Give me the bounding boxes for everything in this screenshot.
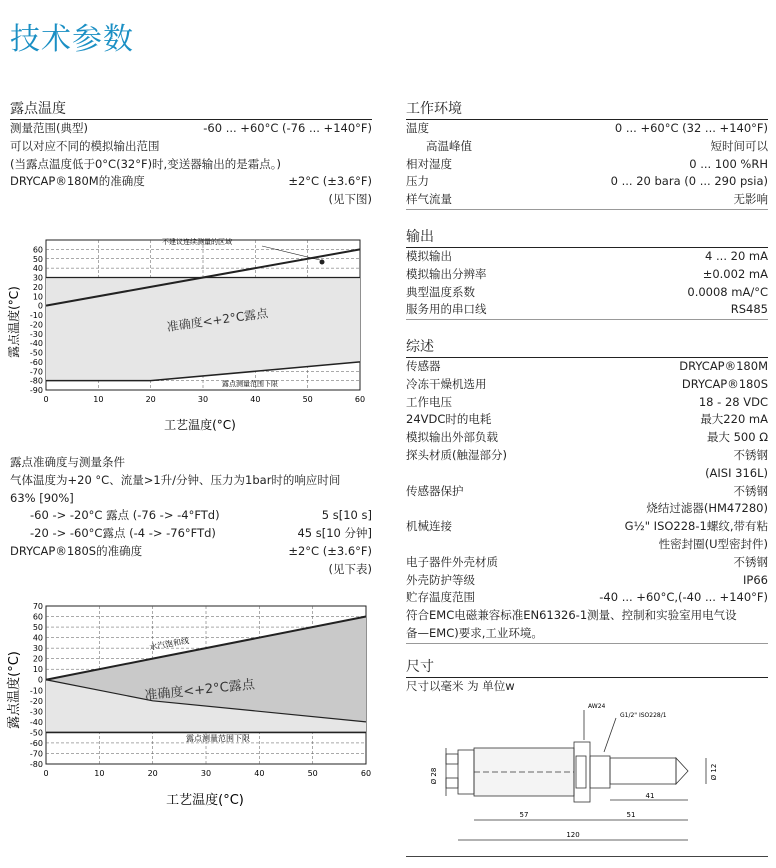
aisi-note: (AISI 316L) xyxy=(705,465,768,480)
housing-row xyxy=(406,554,768,572)
protect-value: 不锈钢 xyxy=(733,483,768,498)
r2-label: -20 -> -60°C露点 (-4 -> -76°FTd) xyxy=(30,526,216,541)
chart1-ann-band: 准确度<+2°C露点 xyxy=(165,306,269,335)
y-tick-label: 0 xyxy=(37,301,43,311)
dewpoint-range-row xyxy=(10,120,372,138)
range-value: -60 ... +60°C (-76 ... +140°F) xyxy=(203,121,372,135)
y-tick-label: -70 xyxy=(29,749,43,759)
mech-value: G½" ISO228-1螺纹,带有粘 xyxy=(624,519,768,534)
chart1-marker xyxy=(320,260,325,265)
x-tick-label: 60 xyxy=(354,395,366,404)
r2-value: 45 s[10 分钟] xyxy=(297,526,372,541)
ip-value: IP66 xyxy=(743,572,768,587)
r1-value: 5 s[10 s] xyxy=(321,508,372,523)
y-tick-label: 60 xyxy=(32,245,43,255)
y-tick-label: -70 xyxy=(29,367,43,377)
general-row xyxy=(406,429,768,447)
general-value: 18 - 28 VDC xyxy=(698,394,768,409)
d120-label: 120 xyxy=(566,831,580,839)
protect-row xyxy=(406,483,768,501)
env-section xyxy=(406,98,768,210)
housing-label: 电子器件外壳材质 xyxy=(406,554,498,569)
dims-subtitle: 尺寸以毫米 为 单位w xyxy=(406,679,515,693)
emc-line2: 备—EMC)要求,工业环境。 xyxy=(406,625,768,644)
env-row xyxy=(406,156,768,174)
y-tick-label: 30 xyxy=(32,273,43,283)
acc180m-value: ±2°C (±3.6°F) xyxy=(288,174,372,189)
env-row xyxy=(406,173,768,191)
general-row xyxy=(406,358,768,376)
general-label: 传感器 xyxy=(406,359,441,373)
d28-label: Ø 28 xyxy=(430,767,438,785)
general-heading: 综述 xyxy=(406,336,768,358)
y-tick-label: -30 xyxy=(29,707,43,717)
x-tick-label: 30 xyxy=(197,395,209,404)
y-tick-label: 20 xyxy=(32,654,43,664)
y-tick-label: -10 xyxy=(29,311,43,320)
output-value: 4 ... 20 mA xyxy=(705,249,768,263)
env-row xyxy=(406,120,768,138)
general-value: 最大220 mA xyxy=(700,412,768,427)
env-heading: 工作环境 xyxy=(406,98,768,120)
acc180s-label: DRYCAP®180S的准确度 xyxy=(10,543,143,558)
y-tick-label: 30 xyxy=(32,644,43,654)
x-tick-label: 0 xyxy=(43,769,49,778)
x-tick-label: 20 xyxy=(147,769,158,778)
range-label: 测量范围(典型) xyxy=(10,121,88,135)
general-value: 不锈钢 xyxy=(733,447,768,462)
aw24-label: AW24 xyxy=(588,703,606,710)
y-tick-label: 60 xyxy=(32,612,43,622)
response-line1: 气体温度为+20 °C、流量>1升/分钟、压力为1bar时的响应时间 xyxy=(10,472,341,487)
chart-180m xyxy=(0,232,376,442)
protect-label: 传感器保护 xyxy=(406,483,464,498)
chart2-ann-band: 准确度<+2°C露点 xyxy=(143,677,256,704)
dims-heading: 尺寸 xyxy=(406,656,768,678)
general-value: 最大 500 Ω xyxy=(706,430,768,445)
general-row xyxy=(406,394,768,412)
chart1-ylabel: 露点温度(°C) xyxy=(7,286,21,358)
storage-value: -40 ... +60°C,(-40 ... +140°F) xyxy=(599,590,768,605)
r1-label: -60 -> -20°C 露点 (-76 -> -4°FTd) xyxy=(30,508,220,523)
x-tick-label: 40 xyxy=(250,395,261,404)
env-value: 0 ... 100 %RH xyxy=(689,156,768,171)
env-value: 0 ... +60°C (32 ... +140°F) xyxy=(614,121,768,135)
response-row2 xyxy=(10,525,372,543)
y-tick-label: 40 xyxy=(32,264,43,274)
filter-note: 烧结过滤器(HM47280) xyxy=(646,501,768,516)
y-tick-label: 10 xyxy=(32,665,43,675)
general-label: 工作电压 xyxy=(406,394,452,409)
env-label: 相对湿度 xyxy=(406,156,452,171)
response-row1 xyxy=(10,507,372,525)
x-tick-label: 30 xyxy=(200,769,212,778)
general-row xyxy=(406,411,768,429)
output-label: 典型温度系数 xyxy=(406,284,475,299)
x-tick-label: 10 xyxy=(94,769,105,778)
general-label: 探头材质(触湿部分) xyxy=(406,447,507,462)
general-row xyxy=(406,447,768,465)
y-tick-label: -50 xyxy=(29,348,43,358)
output-value: RS485 xyxy=(730,302,768,317)
general-row xyxy=(406,376,768,394)
chart1-xlabel: 工艺温度(°C) xyxy=(164,418,236,432)
general-label: 模拟输出外部负载 xyxy=(406,430,498,445)
ip-label: 外壳防护等级 xyxy=(406,572,475,587)
acc180m-row xyxy=(10,173,372,191)
acc180s-row xyxy=(10,543,372,561)
d41-label: 41 xyxy=(645,792,655,800)
general-label: 24VDC时的电耗 xyxy=(406,412,492,427)
env-label: 高温峰值 xyxy=(426,138,472,153)
x-tick-label: 20 xyxy=(145,395,156,404)
env-value: 无影响 xyxy=(733,192,768,207)
env-label: 样气流量 xyxy=(406,192,452,207)
storage-label: 贮存温度范围 xyxy=(406,590,475,605)
output-row xyxy=(406,266,768,284)
chart2-ylabel: 露点温度(°C) xyxy=(7,651,22,729)
env-value: 0 ... 20 bara (0 ... 290 psia) xyxy=(610,174,768,189)
output-row xyxy=(406,284,768,302)
housing-value: 不锈钢 xyxy=(733,554,768,569)
env-row xyxy=(406,191,768,210)
x-tick-label: 60 xyxy=(360,769,372,778)
y-tick-label: 10 xyxy=(32,292,43,302)
dewpoint-line3: (当露点温度低于0°C(32°F)时,变送器输出的是霜点。) xyxy=(10,156,281,171)
general-section xyxy=(406,336,768,644)
general-value: DRYCAP®180M xyxy=(679,359,768,373)
x-tick-label: 50 xyxy=(307,769,318,778)
y-tick-label: 70 xyxy=(32,602,43,611)
y-tick-label: -30 xyxy=(29,329,43,339)
y-tick-label: -60 xyxy=(29,738,43,748)
chart1-ann-lower: 露点测量范围下限 xyxy=(222,380,278,388)
x-tick-label: 40 xyxy=(254,769,265,778)
page-title: 技术参数 xyxy=(10,22,134,57)
dewpoint-line2: 可以对应不同的模拟输出范围 xyxy=(10,138,160,153)
dimension-drawing xyxy=(406,690,771,860)
d51-label: 51 xyxy=(626,811,636,819)
y-tick-label: 40 xyxy=(32,633,43,643)
y-tick-label: -90 xyxy=(29,386,43,395)
x-tick-label: 0 xyxy=(43,395,49,404)
y-tick-label: 50 xyxy=(32,254,43,264)
env-row xyxy=(406,138,768,156)
output-value: 0.0008 mA/°C xyxy=(687,284,768,299)
response-section xyxy=(10,454,372,579)
x-tick-label: 50 xyxy=(302,395,313,404)
y-tick-label: -20 xyxy=(29,696,43,706)
output-value: ±0.002 mA xyxy=(702,266,768,281)
output-label: 模拟输出 xyxy=(406,249,452,263)
thread-label: G1/2" ISO228/1 xyxy=(620,712,667,719)
mech-row xyxy=(406,518,768,536)
y-tick-label: -60 xyxy=(29,357,43,367)
y-tick-label: -20 xyxy=(29,320,43,330)
general-label: 冷冻干燥机选用 xyxy=(406,376,487,391)
y-tick-label: 50 xyxy=(32,623,43,633)
y-tick-label: -80 xyxy=(29,376,43,386)
output-heading: 输出 xyxy=(406,226,768,248)
ip-row xyxy=(406,572,768,590)
general-value: DRYCAP®180S xyxy=(681,376,768,391)
chart2-ann-upper: 水汽饱和线 xyxy=(148,636,190,652)
chart1-ann-upper: 不建议连续测量的区域 xyxy=(162,238,232,246)
mech-value2: 性密封圈(U型密封件) xyxy=(658,536,768,551)
y-tick-label: -80 xyxy=(29,760,43,769)
y-tick-label: -50 xyxy=(29,728,43,738)
y-tick-label: -40 xyxy=(29,717,43,727)
storage-row xyxy=(406,589,768,607)
chart-180s xyxy=(0,598,376,812)
dewpoint-section xyxy=(10,98,372,209)
d12-label: Ø 12 xyxy=(710,763,718,781)
x-tick-label: 10 xyxy=(93,395,104,404)
env-label: 压力 xyxy=(406,174,429,189)
chart2-xlabel: 工艺温度(°C) xyxy=(166,793,244,808)
env-rows xyxy=(406,120,768,210)
env-value: 短时间可以 xyxy=(710,138,768,153)
mech-label: 机械连接 xyxy=(406,519,452,534)
acc180m-note: (见下图) xyxy=(328,192,372,207)
y-tick-label: 20 xyxy=(32,282,43,292)
emc-line1: 符合EMC电磁兼容标准EN61326-1测量、控制和实验室用电气设 xyxy=(406,608,737,623)
output-label: 模拟输出分辨率 xyxy=(406,266,487,281)
d57-label: 57 xyxy=(519,811,529,819)
output-section xyxy=(406,226,768,320)
bottom-rule xyxy=(406,856,768,857)
output-row xyxy=(406,248,768,266)
acc180s-value: ±2°C (±3.6°F) xyxy=(288,543,372,558)
env-label: 温度 xyxy=(406,121,429,135)
acc180m-label: DRYCAP®180M的准确度 xyxy=(10,174,145,189)
y-tick-label: 0 xyxy=(37,675,43,685)
response-line2: 63% [90%] xyxy=(10,490,74,505)
output-row xyxy=(406,301,768,320)
output-label: 服务用的串口线 xyxy=(406,302,487,317)
response-heading: 露点准确度与测量条件 xyxy=(10,455,125,469)
y-tick-label: -10 xyxy=(29,686,43,696)
acc180s-note: (见下表) xyxy=(328,561,372,576)
dewpoint-heading: 露点温度 xyxy=(10,98,372,120)
y-tick-label: -40 xyxy=(29,339,43,349)
chart2-ann-lower: 露点测量范围下限 xyxy=(186,734,250,743)
